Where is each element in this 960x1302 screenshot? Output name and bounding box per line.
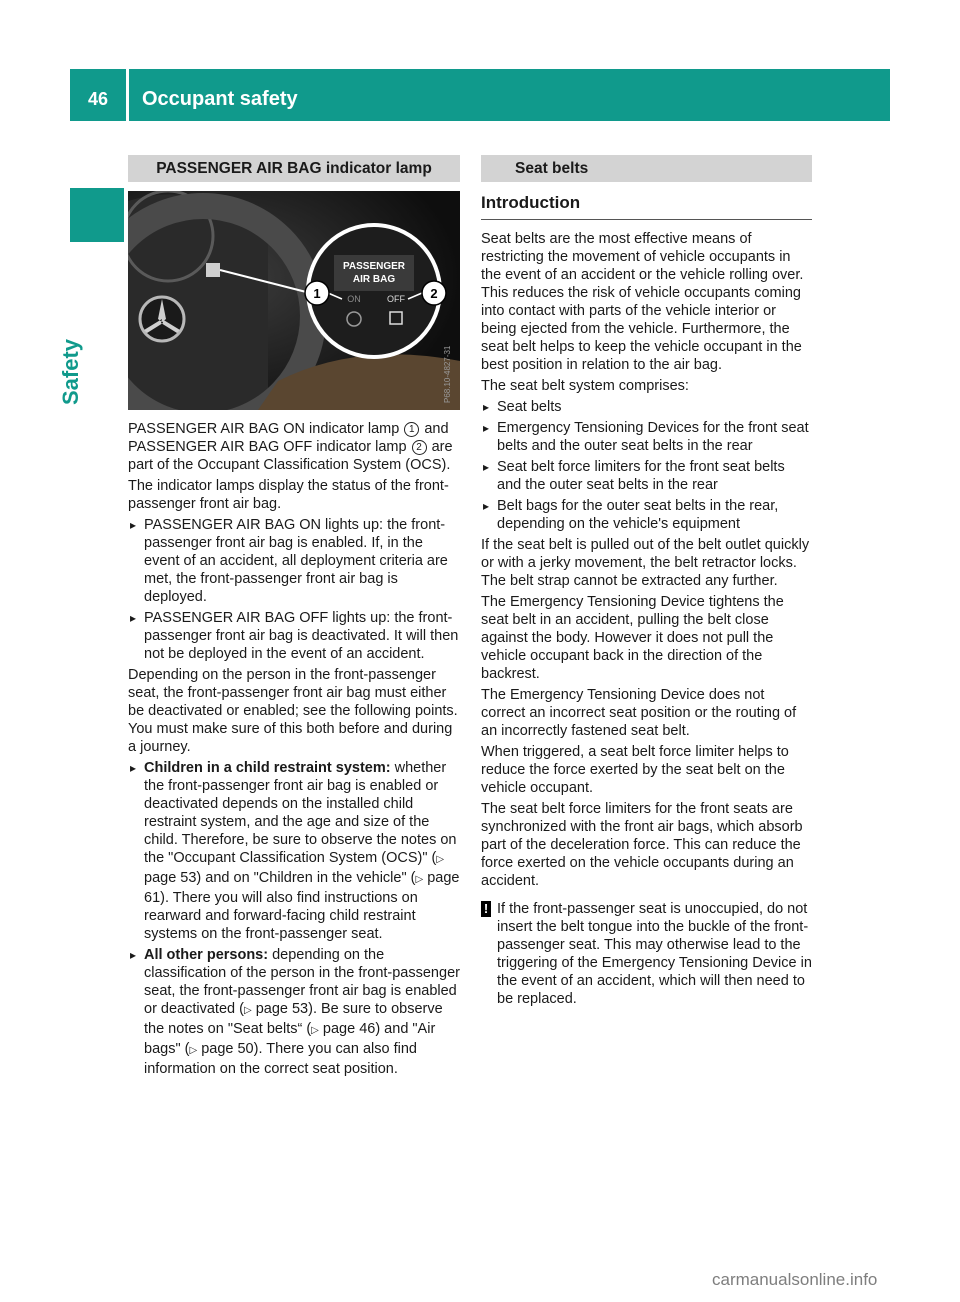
page-ref-arrow-icon: ▷ xyxy=(189,1045,198,1056)
left-column xyxy=(128,155,460,1081)
callout-1-number: 1 xyxy=(313,286,321,301)
page-number: 46 xyxy=(87,89,109,109)
list-item-children: ▸ Children in a child restraint system: whether the front-passenger front air bag is enabled or deactivated depends on the installed child restraint system, and the age and size of the child. Therefore, be sure to observe the notes on the "Occupant Classification System (OCS)" (▷ page 53) and on "Children in the vehicle" (▷ page 61). There you will also find instructions on rearward and forward-facing child restraint systems on the front-passenger seat. xyxy=(128,759,460,943)
page-ref-link[interactable]: page 61 xyxy=(144,870,460,906)
warning-icon: ! xyxy=(481,901,491,917)
system-comprises: The seat belt system comprises: xyxy=(481,378,689,394)
callout-ref-1: 1 xyxy=(404,422,419,437)
panel-label-line1: PASSENGER xyxy=(342,261,406,272)
warning-text: If the front-passenger seat is unoccupied, do not insert the belt tongue into the buckle of the front-passenger seat. This may otherwise lead to the triggering of the Emergency Tensioning Device in the event of an accident, which will then need to be replaced. xyxy=(497,901,812,1007)
chapter-title: Occupant safety xyxy=(142,88,298,110)
list-item: ▸ PASSENGER AIR BAG ON lights up: the front-passenger front air bag is enabled. If, in the event of an accident, all deployment criteria are met, the front-passenger front air bag is deployed. xyxy=(128,516,460,606)
page-ref-arrow-icon: ▷ xyxy=(415,874,424,885)
page-ref-link[interactable]: page 46 xyxy=(322,1021,376,1037)
belt-retractor-text: If the seat belt is pulled out of the belt outlet quickly or with a jerky movement, the belt retractor locks. The belt strap cannot be extracted any further. xyxy=(481,537,810,589)
list-item: ▸ Belt bags for the outer seat belts in the rear, depending on the vehicle's equipment xyxy=(481,497,812,533)
list-item: ▸ Seat belts xyxy=(481,398,812,416)
page-ref-link[interactable]: page 53 xyxy=(255,1001,309,1017)
section-heading-seat-belts: Seat belts xyxy=(481,155,812,182)
lamp-description: PASSENGER AIR BAG ON indicator lamp 1 and PASSENGER AIR BAG OFF indicator lamp 2 are part of the Occupant Classification System (OCS). xyxy=(128,421,453,473)
airbag-lamp-location-icon xyxy=(206,263,220,277)
tensioning-limit-text: The Emergency Tensioning Device does not correct an incorrect seat position or the routing of an incorrectly fastened seat belt. xyxy=(481,687,797,739)
right-column xyxy=(481,155,812,1008)
airbag-indicator-figure xyxy=(128,191,460,410)
dashboard-illustration xyxy=(128,191,460,410)
side-tab-marker xyxy=(70,188,124,242)
list-item: ▸ Seat belt force limiters for the front seat belts and the outer seat belts in the rear xyxy=(481,458,812,494)
page-ref-link[interactable]: page 50 xyxy=(201,1041,254,1057)
page-header xyxy=(70,69,890,121)
panel-on-label: ON xyxy=(347,294,361,304)
tensioning-device-text: The Emergency Tensioning Device tightens the seat belt in an accident, pulling the belt close against the body. However it does not pull the vehicle occupant back in the direction of the backrest. xyxy=(481,594,784,682)
callout-ref-2: 2 xyxy=(412,440,427,455)
lamp-status-list xyxy=(128,516,460,663)
airbag-condition-text: Depending on the person in the front-passenger seat, the front-passenger front air bag must either be deactivated or enabled; see the following points. You must make sure of this both before and during a journey. xyxy=(128,667,458,755)
force-limiter-sync-text: The seat belt force limiters for the front seats are synchronized with the front air bags, which absorb part of the deceleration force. This can reduce the force exerted on the vehicle occupants during an accident. xyxy=(481,801,803,889)
page-ref-arrow-icon: ▷ xyxy=(243,1005,252,1016)
lamp-status-intro: The indicator lamps display the status of the front-passenger front air bag. xyxy=(128,478,449,512)
seat-belt-system-list xyxy=(481,398,812,533)
header-divider xyxy=(126,69,129,121)
seat-belt-intro: Seat belts are the most effective means of restricting the movement of vehicle occupants in the event of an accident or the vehicle rolling over. This reduces the risk of vehicle occupants coming into contact with parts of the vehicle interior or being ejected from the vehicle. Furthermore, the seat belt helps to keep the vehicle occupant in the best position in relation to the air bag. xyxy=(481,231,804,373)
page-ref-link[interactable]: page 53 xyxy=(144,870,197,886)
figure-code: P68.10-4827-31 xyxy=(443,345,452,403)
side-tab-label: Safety xyxy=(58,338,83,405)
section-heading-airbag-lamp: PASSENGER AIR BAG indicator lamp xyxy=(128,155,460,182)
callout-2-number: 2 xyxy=(430,286,438,301)
site-watermark: carmanualsonline.info xyxy=(712,1270,878,1289)
page-ref-arrow-icon: ▷ xyxy=(311,1025,319,1036)
warning-note xyxy=(481,900,812,1008)
panel-off-label: OFF xyxy=(387,294,405,304)
panel-label-line2: AIR BAG xyxy=(352,274,396,285)
list-item-other-persons: ▸ All other persons: depending on the classification of the person in the front-passenger seat, the front-passenger front air bag is enabled or deactivated (▷ page 53). Be sure to observe the notes on "Seat belts“ (▷ page 46) and "Air bags" (▷ page 50). There you can also find information on the correct seat position. xyxy=(128,946,460,1078)
list-item: ▸ PASSENGER AIR BAG OFF lights up: the front-passenger front air bag is deactivated. It will then not be deployed in the event of an accident. xyxy=(128,609,460,663)
person-type-list xyxy=(128,759,460,1078)
list-item: ▸ Emergency Tensioning Devices for the front seat belts and the outer seat belts in the rear xyxy=(481,419,812,455)
page-ref-arrow-icon: ▷ xyxy=(436,854,445,865)
force-limiter-text: When triggered, a seat belt force limiter helps to reduce the force exerted by the seat belt on the vehicle occupant. xyxy=(481,744,789,796)
subheading-introduction: Introduction xyxy=(481,194,812,220)
